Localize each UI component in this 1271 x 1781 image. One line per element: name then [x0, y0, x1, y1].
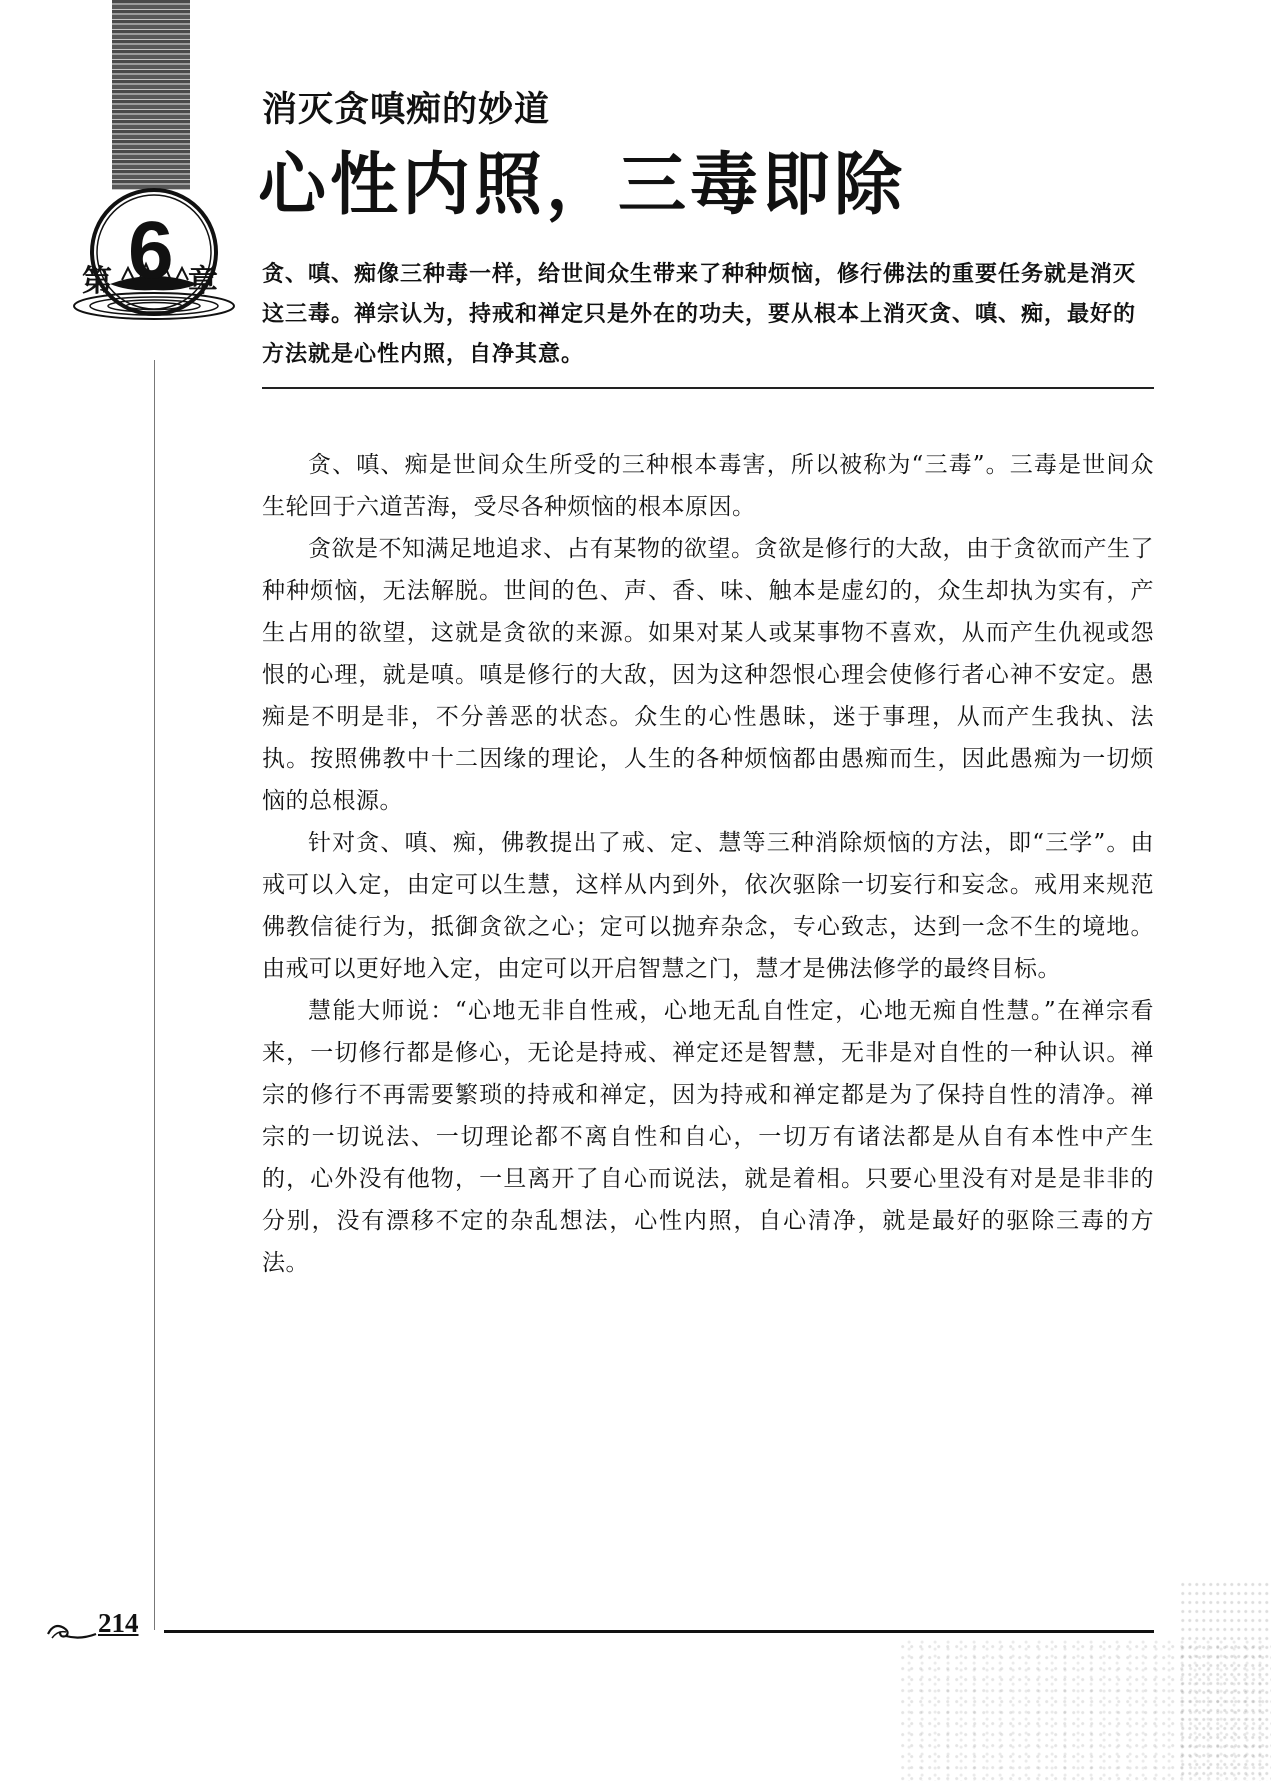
chapter-title: 心性内照，三毒即除 — [258, 146, 907, 225]
intro-divider — [262, 387, 1154, 389]
margin-rule — [154, 360, 155, 1630]
page-number: 214 — [98, 1608, 139, 1638]
footer-rule — [164, 1630, 1154, 1633]
body-text — [262, 444, 1154, 1284]
side-decoration-bar — [112, 0, 190, 190]
chapter-number: 6 — [128, 205, 174, 296]
chapter-prefix: 第 — [82, 264, 112, 299]
chapter-suffix: 章 — [188, 264, 218, 299]
chapter-subtitle: 消灭贪嗔痴的妙道 — [262, 90, 551, 130]
body-paragraph: 贪欲是不知满足地追求、占有某物的欲望。贪欲是修行的大敌，由于贪欲而产生了种种烦恼，无法解脱。世间的色、声、香、味、触本是虚幻的，众生却执为实有，产生占用的欲望，这就是贪欲的来源。如果对某人或某事物不喜欢，从而产生仇视或怨恨的心理，就是嗔。嗔是修行的大敌，因为这种怨恨心理会使修行者心神不安定。愚痴是不明是非，不分善恶的状态。众生的心性愚昧，迷于事理，从而产生我执、法执。按照佛教中十二因缘的理论，人生的各种烦恼都由愚痴而生，因此愚痴为一切烦恼的总根源。 — [262, 536, 1154, 814]
cloud-swirl-icon — [46, 1616, 98, 1642]
chapter-intro: 贪、嗔、痴像三种毒一样，给世间众生带来了种种烦恼，修行佛法的重要任务就是消灭这三毒。禅宗认为，持戒和禅定只是外在的功夫，要从根本上消灭贪、嗔、痴，最好的方法就是心性内照，自净其意。 — [262, 261, 1137, 367]
scan-noise — [1180, 1580, 1271, 1781]
body-paragraph: 慧能大师说：“心地无非自性戒，心地无乱自性定，心地无痴自性慧。”在禅宗看来，一切修行都是修心，无论是持戒、禅定还是智慧，无非是对自性的一种认识。禅宗的修行不再需要繁琐的持戒和禅定，因为持戒和禅定都是为了保持自性的清净。禅宗的一切说法、一切理论都不离自性和自心，一切万有诸法都是从自有本性中产生的，心外没有他物，一旦离开了自心而说法，就是着相。只要心里没有对是是非非的分别，没有漂移不定的杂乱想法，心性内照，自心清净，就是最好的驱除三毒的方法。 — [262, 998, 1154, 1276]
body-paragraph: 针对贪、嗔、痴，佛教提出了戒、定、慧等三种消除烦恼的方法，即“三学”。由戒可以入定，由定可以生慧，这样从内到外，依次驱除一切妄行和妄念。戒用来规范佛教信徒行为，抵御贪欲之心；定可以抛弃杂念，专心致志，达到一念不生的境地。由戒可以更好地入定，由定可以开启智慧之门，慧才是佛法修学的最终目标。 — [262, 830, 1154, 982]
chapter-badge — [70, 188, 238, 356]
body-paragraph: 贪、嗔、痴是世间众生所受的三种根本毒害，所以被称为“三毒”。三毒是世间众生轮回于六道苦海，受尽各种烦恼的根本原因。 — [262, 452, 1154, 520]
